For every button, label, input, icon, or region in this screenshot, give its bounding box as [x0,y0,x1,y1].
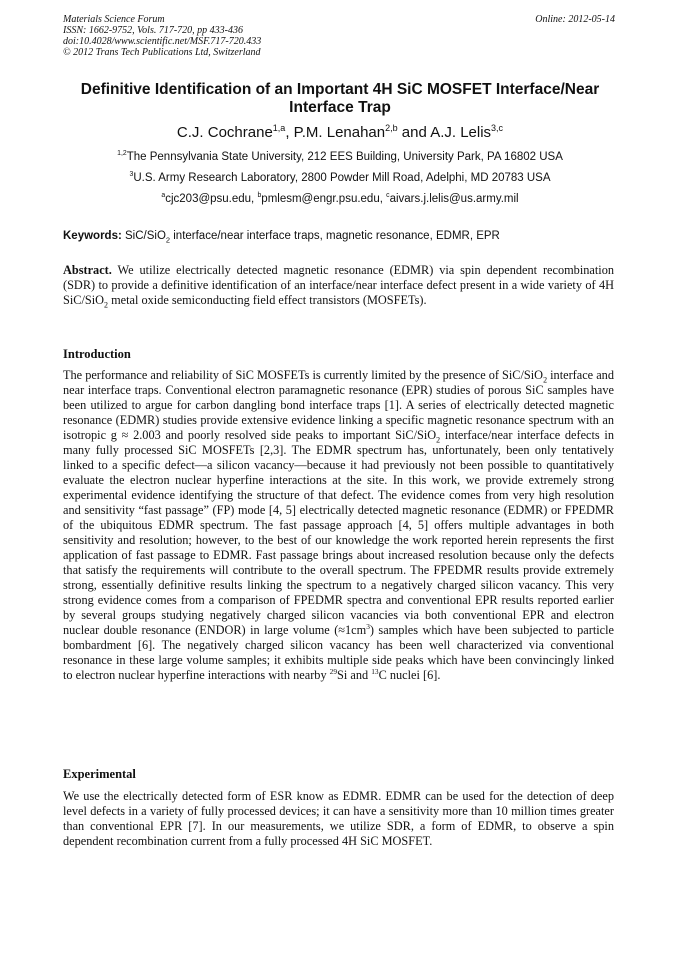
section-heading-introduction: Introduction [63,347,131,361]
email-address: cjc203@psu.edu, [165,193,258,205]
affiliation-marker: 1,2 [117,150,127,158]
email-address: aivars.j.lelis@us.army.mil [389,193,519,205]
body-text: ) samples which have been subjected to particle bombardment [6]. The negatively charged silicon vacancy has been well characterized via conventional resonance in these large volume samples; it exhibits multiple side peaks which have been convincingly linked to electron nuclear hyperfine interactions with nearby [63,623,614,682]
title-line-2: Interface Trap [289,99,391,116]
journal-header [63,14,615,58]
section-heading-experimental: Experimental [63,767,136,781]
subscript: 2 [543,375,548,385]
abstract-label: Abstract. [63,263,112,277]
affiliation-text: U.S. Army Research Laboratory, 2800 Powder Mill Road, Adelphi, MD 20783 USA [133,172,551,184]
author-name: C.J. Cochrane [176,124,273,141]
author-affiliation-marker: 1,a [272,123,286,133]
issn-line: ISSN: 1662-9752, Vols. 717-720, pp 433-436 [63,25,243,36]
keywords-text: interface/near interface traps, magnetic resonance, EDMR, EPR [170,230,500,242]
author-list: C.J. Cochrane$^{1,a}$, P.M. Lenahan$^{2,b}$ and A.J. Lelis$^{3,c}$ [176,123,504,141]
author-affiliation-marker: 2,b [385,123,398,133]
abstract-text: metal oxide semiconducting field effect transistors (MOSFETs). [108,293,427,307]
body-text: interface/near interface defects in many fully processed SiC MOSFETs [2,3]. The EDMR spectrum has, unfortunately, been only tentatively linked to a specific defect—a silicon vacancy—because it had previously not been possible to quantitatively evaluate the electron nuclear hyperfine interactions at the site. In this work, we provide extremely strong experimental evidence identifying the structure of that defect. The evidence comes from very high resolution and sensitivity “fast passage” (FP) mode [4, 5] electrically detected magnetic resonance (EDMR) or FPEDMR of the ubiquitous EDMR spectrum. The fast passage approach [4, 5] offers multiple advantages in both sensitivity and resolution; however, to the best of our knowledge the work reported herein represents the first application of fast passage to EDMR. Fast passage brings about increased resolution because only the defects that satisfy the requirements will contribute to the overall spectrum. The FPEDMR results provide extremely strong, essentially definitive results linking the spectrum to a negatively charged silicon vacancy. This very strong evidence comes from a comparison of FPEDMR spectra and conventional EPR results reported earlier by several groups studying negatively charged silicon vacancies via both conventional EPR and electron nuclear double resonance (ENDOR) in large volume (≈1cm [63,428,614,637]
abstract-text: We utilize electrically detected magnetic resonance (EDMR) via spin dependent recombination (SDR) to provide a definitive identification of an interface/near interface defect present in a wide variety of 4H SiC/SiO [63,263,614,307]
affiliation-text: The Pennsylvania State University, 212 EES Building, University Park, PA 16802 USA [126,151,563,163]
author-name: A.J. Lelis [430,124,492,141]
body-text: Si and [337,668,372,682]
superscript: 13 [371,666,379,676]
email-marker: b [257,192,262,200]
body-text: The performance and reliability of SiC MOSFETs is currently limited by the presence of SiC/SiO [63,368,544,382]
online-date: Online: 2012-05-14 [535,14,615,25]
author-name: P.M. Lenahan [293,124,386,141]
superscript: 29 [329,666,338,676]
subscript: 2 [165,235,171,245]
superscript: 3 [366,621,370,631]
paper-title [40,81,640,117]
title-line-1: Definitive Identification of an Important 4H SiC MOSFET Interface/Near [80,81,600,98]
author-conjunction: and [397,124,431,141]
body-text: interface and near interface traps. Conventional electron paramagnetic resonance (EPR) studies of porous SiC samples have been utilized to argue for carbon dangling bond interface traps [1]. A series of electrically detected magnetic resonance (EDMR) studies provide extensive evidence linking a specific magnetic resonance spectrum with an isotropic g ≈ 2.003 and poorly resolved side peaks to important SiC/SiO [63,368,614,442]
experimental-paragraph: We use the electrically detected form of ESR know as EDMR. EDMR can be used for the detection of deep level defects in a variety of fully processed devices; it can have a sensitivity more than 10 million times greater than conventional EPR [7]. In our measurements, we utilize SDR, a form of EDMR, to observe a spin dependent recombination current from a fully processed 4H SiC MOSFET. [63,789,614,848]
keywords [63,229,615,243]
author-affiliation-marker: 3,c [491,123,504,133]
email-line [40,192,640,206]
copyright-line: © 2012 Trans Tech Publications Ltd, Switzerland [63,47,261,58]
affiliation-2 [40,171,640,185]
affiliation-marker: 3 [129,171,134,179]
subscript: 2 [104,300,109,310]
affiliation-1 [40,150,640,164]
subscript: 2 [436,435,441,445]
email-address: pmlesm@engr.psu.edu, [261,193,387,205]
email-marker: c [386,192,390,200]
journal-name: Materials Science Forum [63,14,165,25]
doi-line: doi:10.4028/www.scientific.net/MSF.717-720.433 [63,36,262,47]
body-text: C nuclei [6]. [378,668,441,682]
keywords-text: SiC/SiO [121,230,166,242]
abstract [63,263,614,308]
keywords-label: Keywords: [63,230,122,242]
introduction-paragraph [63,368,614,683]
email-marker: a [161,192,166,200]
